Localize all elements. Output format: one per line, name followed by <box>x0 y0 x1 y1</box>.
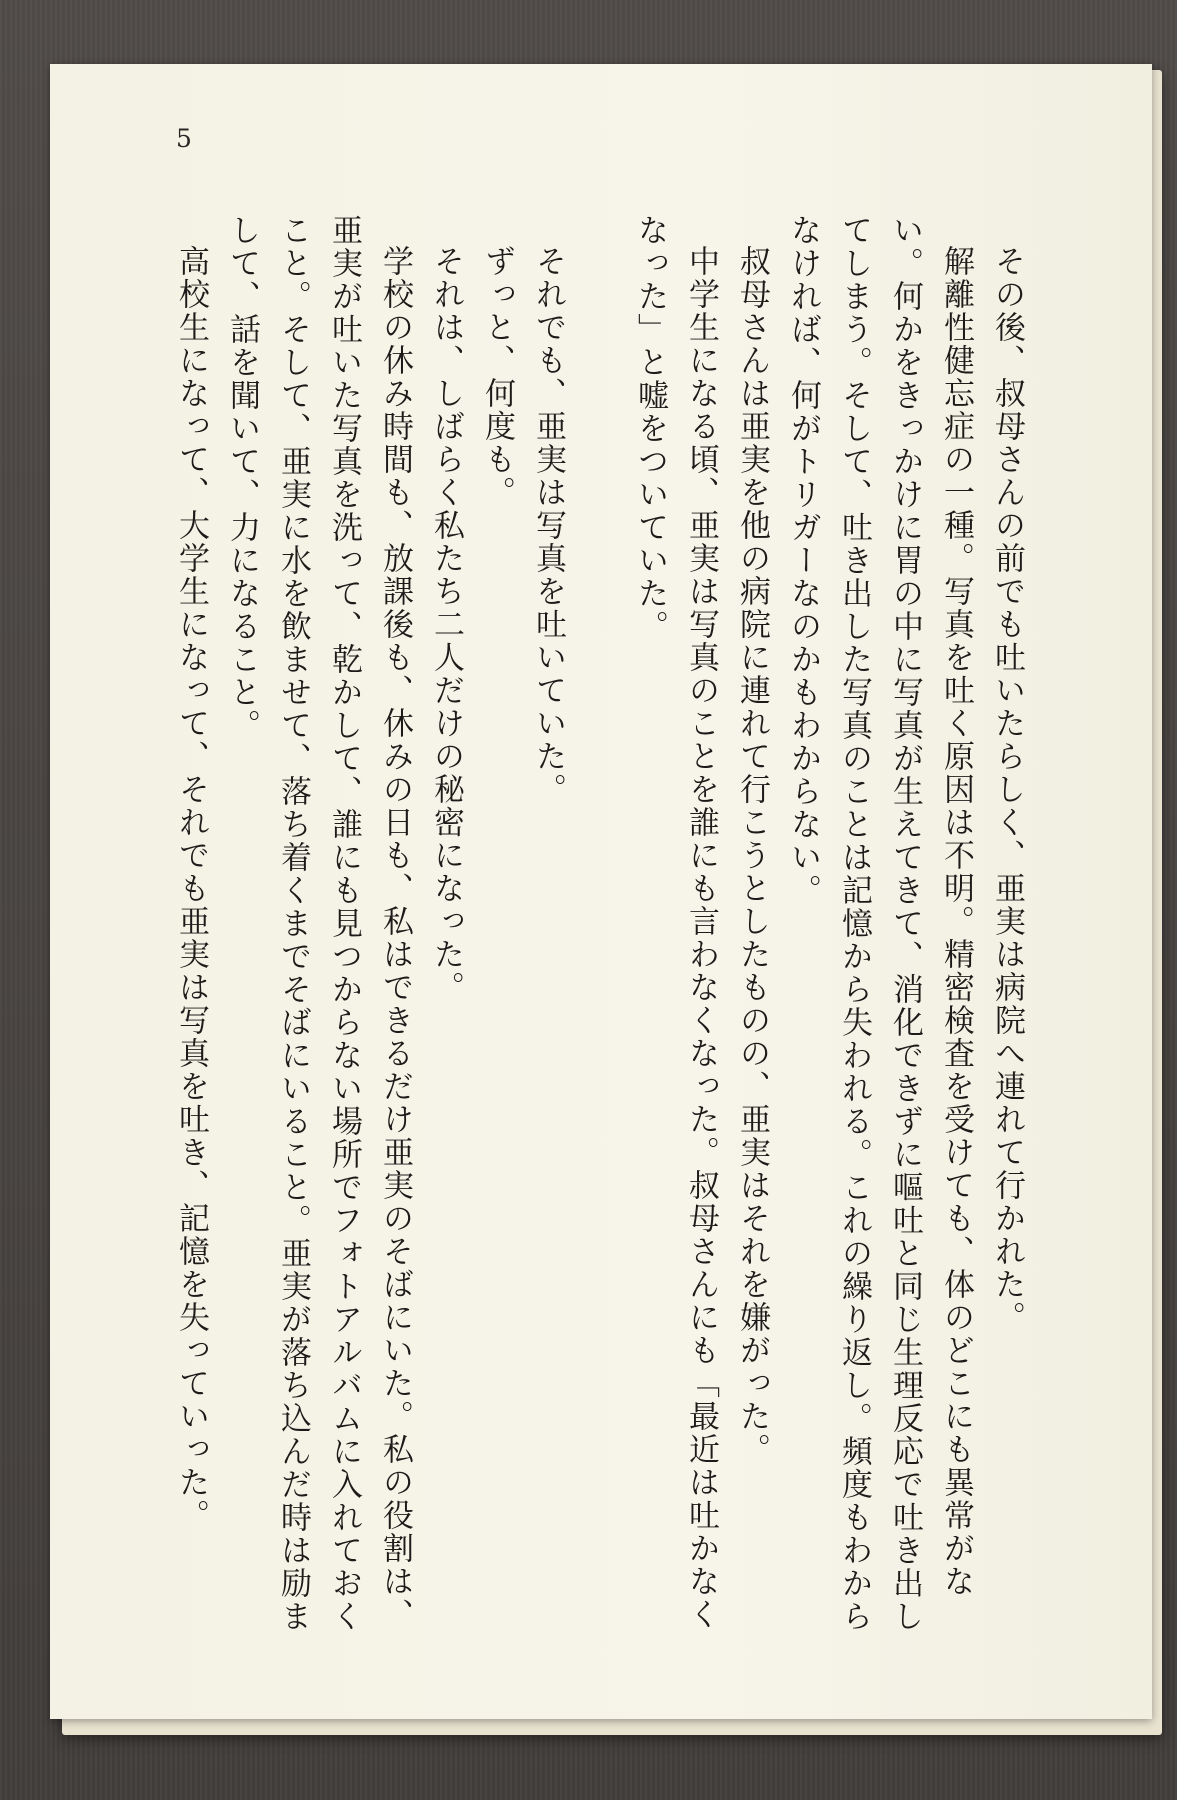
paragraph-5: それでも、亜実は写真を吐いていた。 <box>530 245 566 806</box>
section-break <box>573 214 624 1634</box>
paragraph-4: 中学生になる頃、亜実は写真のことを誰にも言わなくなった。叔母さんにも「最近は吐かなくなった」と嘘をついていた。 <box>632 214 719 1631</box>
book-page <box>50 64 1152 1719</box>
body-text <box>165 214 1032 1634</box>
paragraph-3: 叔母さんは亜実を他の病院に連れて行こうとしたものの、亜実はそれを嫌がった。 <box>734 245 770 1466</box>
paragraph-6: ずっと、何度も。 <box>479 245 515 509</box>
paragraph-8: 学校の休み時間も、放課後も、休みの日も、私はできるだけ亜実のそばにいた。私の役割は、亜実が吐いた写真を洗って、乾かして、誰にも見つからない場所でフォトアルバムに入れておくこと。そして、亜実に水を飲ませて、落ち着くまでそばにいること。亜実が落ち込んだ時は励まして、話を聞いて、力になること。 <box>224 214 413 1633</box>
paragraph-1: その後、叔母さんの前でも吐いたらしく、亜実は病院へ連れて行かれた。 <box>989 245 1025 1334</box>
page-number: 5 <box>176 124 192 153</box>
paragraph-2: 解離性健忘症の一種。写真を吐く原因は不明。精密検査を受けても、体のどこにも異常がない。何かをきっかけに胃の中に写真が生えてきて、消化できずに嘔吐と同じ生理反応で吐き出してしまう。そして、吐き出した写真のことは記憶から失われる。これの繰り返し。頻度もわからなければ、何がトリガーなのかもわからない。 <box>785 214 974 1633</box>
paragraph-7: それは、しばらく私たち二人だけの秘密になった。 <box>428 245 464 1004</box>
paragraph-9: 高校生になって、大学生になって、それでも亜実は写真を吐き、記憶を失っていった。 <box>173 245 209 1532</box>
